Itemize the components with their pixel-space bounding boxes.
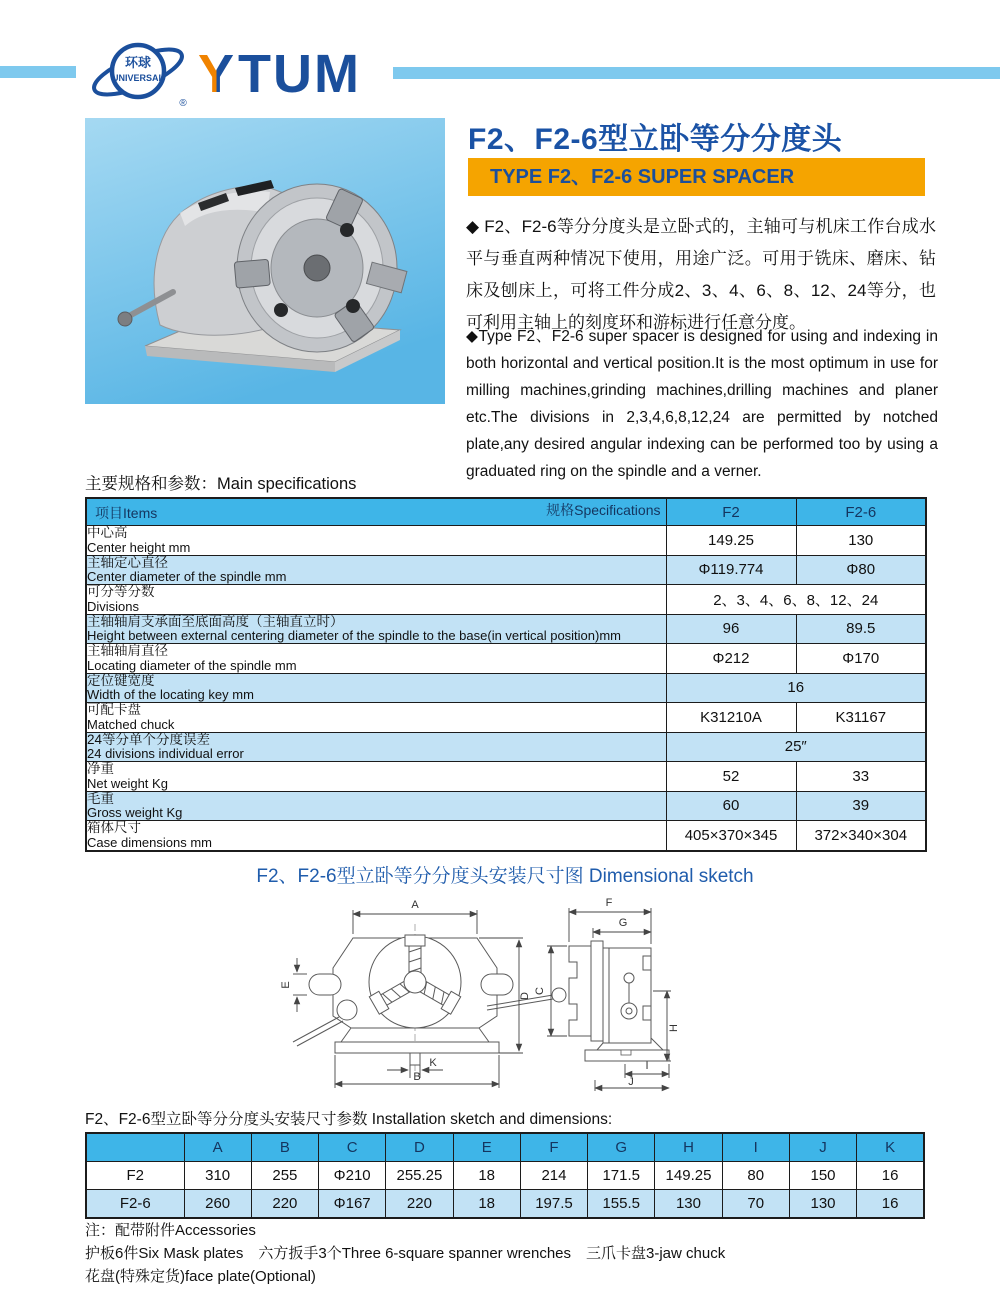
spec-value: 405×370×345 [666, 821, 796, 851]
installation-col-header: B [251, 1133, 318, 1162]
spec-row [86, 673, 926, 703]
spec-value: 130 [796, 526, 926, 556]
spec-value: K31167 [796, 703, 926, 733]
spec-items-label: 项目Items [95, 505, 158, 521]
installation-value: 130 [789, 1190, 856, 1218]
universal-globe-logo [84, 34, 196, 110]
installation-value: 70 [722, 1190, 789, 1218]
dim-label-i: I [645, 1060, 649, 1072]
spec-row-label: 箱体尺寸 Case dimensions mm [86, 821, 666, 851]
spec-row [86, 644, 926, 674]
spec-value: 149.25 [666, 526, 796, 556]
dim-label-d: D [519, 992, 531, 1000]
installation-value: 197.5 [520, 1190, 587, 1218]
spec-value: 372×340×304 [796, 821, 926, 851]
installation-col-header: E [453, 1133, 520, 1162]
registered-mark: ® [179, 98, 187, 109]
installation-model: F2-6 [86, 1190, 184, 1218]
spec-row [86, 821, 926, 851]
dim-label-f: F [605, 897, 613, 909]
side-view-drawing [569, 941, 669, 1061]
spec-value: Φ212 [666, 644, 796, 674]
installation-value: Φ167 [319, 1190, 386, 1218]
installation-col-header: J [789, 1133, 856, 1162]
spec-value: 39 [796, 791, 926, 821]
header-rule-left [0, 66, 76, 78]
installation-col-header: C [319, 1133, 386, 1162]
installation-value: 214 [520, 1162, 587, 1190]
spec-value: 52 [666, 762, 796, 792]
spec-value: Φ80 [796, 555, 926, 585]
installation-col-header: I [722, 1133, 789, 1162]
installation-value: 260 [184, 1190, 251, 1218]
installation-value: 220 [386, 1190, 453, 1218]
wordmark-y: Y [198, 44, 235, 100]
spec-row-label: 定位键宽度 Width of the locating key mm [86, 673, 666, 703]
spec-row-label: 24等分单个分度误差 24 divisions individual error [86, 732, 666, 762]
installation-col-header: G [588, 1133, 655, 1162]
page-title: F2、F2-6型立卧等分分度头 [468, 123, 843, 156]
spec-section-heading: 主要规格和参数：Main specifications [85, 475, 357, 493]
spec-row [86, 762, 926, 792]
header-rule-right [393, 67, 1000, 79]
spec-row [86, 791, 926, 821]
spec-value-merged: 2、3、4、6、8、12、24 [666, 585, 926, 615]
dim-label-c: C [534, 987, 546, 995]
installation-value: Φ210 [319, 1162, 386, 1190]
installation-value: 310 [184, 1162, 251, 1190]
globe-circle-icon [112, 45, 164, 97]
installation-value: 130 [655, 1190, 722, 1218]
installation-col-header: D [386, 1133, 453, 1162]
product-photo [85, 118, 445, 404]
installation-value: 16 [857, 1190, 924, 1218]
spec-row-label: 中心高 Center height mm [86, 526, 666, 556]
installation-value: 16 [857, 1162, 924, 1190]
dim-label-e: E [280, 981, 292, 989]
installation-model: F2 [86, 1162, 184, 1190]
spec-row-label: 主轴轴肩支承面至底面高度（主轴直立时） Height between external centering diameter of the spindle to the base(in vertical position)mm [86, 614, 666, 644]
dim-label-j: J [628, 1076, 634, 1088]
installation-heading: F2、F2-6型立卧等分分度头安装尺寸参数 Installation sketch and dimensions: [85, 1111, 613, 1128]
spec-value: K31210A [666, 703, 796, 733]
spec-row-label: 可配卡盘 Matched chuck [86, 703, 666, 733]
note-included-items: 护板6件Six Mask plates 六方扳手3个Three 6-square spanner wrenches 三爪卡盘3-jaw chuck [85, 1245, 726, 1262]
installation-row [86, 1162, 924, 1190]
installation-value: 220 [251, 1190, 318, 1218]
installation-col-header: K [857, 1133, 924, 1162]
spec-value: 96 [666, 614, 796, 644]
spec-row-label: 主轴定心直径 Center diameter of the spindle mm [86, 555, 666, 585]
installation-col-header: A [184, 1133, 251, 1162]
dim-label-a: A [411, 899, 419, 911]
spec-value: 33 [796, 762, 926, 792]
installation-row [86, 1190, 924, 1218]
spec-row [86, 526, 926, 556]
type-banner: TYPE F2、F2-6 SUPER SPACER [468, 158, 925, 196]
spec-col-header-f2: F2 [666, 498, 796, 526]
spec-row-label: 可分等分数 Divisions [86, 585, 666, 615]
installation-value: 171.5 [588, 1162, 655, 1190]
spec-row-label: 主轴轴肩直径 Locating diameter of the spindle mm [86, 644, 666, 674]
spec-corner-cell [86, 498, 666, 526]
intro-paragraph-en: ◆Type F2、F2-6 super spacer is designed for using and indexing in both horizontal and vertical position.It is the most optimum in use for milling machines,grinding machines,drilling machines and planer etc.The divisions in 2,3,4,6,8,12,24 are permitted by notched plate,any desired angular indexing can be performed too by using a graduated ring on the spindle and a verner. [466, 328, 938, 480]
spec-row [86, 555, 926, 585]
spec-value: 60 [666, 791, 796, 821]
dim-label-k: K [429, 1057, 437, 1069]
spec-header-row [86, 498, 926, 526]
installation-value: 150 [789, 1162, 856, 1190]
note-optional: 花盘(特殊定货)face plate(Optional) [85, 1268, 316, 1285]
dim-label-h: H [668, 1024, 680, 1032]
installation-value: 149.25 [655, 1162, 722, 1190]
spec-value: 89.5 [796, 614, 926, 644]
installation-value: 155.5 [588, 1190, 655, 1218]
dimensional-sketch [85, 888, 925, 1102]
installation-col-header: H [655, 1133, 722, 1162]
spec-row [86, 614, 926, 644]
spec-row [86, 703, 926, 733]
installation-value: 80 [722, 1162, 789, 1190]
notes-block [85, 1220, 925, 1289]
logo-text-en: UNIVERSAL [111, 73, 165, 83]
installation-value: 18 [453, 1190, 520, 1218]
intro-paragraph-zh: ◆ F2、F2-6等分分度头是立卧式的，主轴可与机床工作台成水平与垂直两种情况下使用，用途广泛。可用于铣床、磨床、钻床及刨床上，可将工件分成2、3、4、6、8、12、24等分，也可利用主轴上的刻度环和游标进行任意分度。 [466, 217, 936, 332]
spec-value-merged: 16 [666, 673, 926, 703]
spec-table [85, 497, 927, 852]
spec-value: Φ119.774 [666, 555, 796, 585]
dim-label-b: B [413, 1071, 421, 1083]
spec-row-label: 净重 Net weight Kg [86, 762, 666, 792]
installation-value: 255 [251, 1162, 318, 1190]
spec-row-label: 毛重 Gross weight Kg [86, 791, 666, 821]
spec-row [86, 732, 926, 762]
dim-label-g: G [618, 917, 628, 929]
sketch-title: F2、F2-6型立卧等分分度头安装尺寸图 Dimensional sketch [256, 866, 754, 887]
spec-row [86, 585, 926, 615]
installation-value: 18 [453, 1162, 520, 1190]
installation-header-row [86, 1133, 924, 1162]
installation-corner-cell [86, 1133, 184, 1162]
logo-text-zh: 环球 [124, 55, 152, 70]
spec-specs-label: 规格Specifications [546, 502, 661, 518]
installation-value: 255.25 [386, 1162, 453, 1190]
ytum-wordmark [198, 42, 408, 100]
wordmark-tum: TUM [238, 44, 361, 100]
note-accessories: 注：配带附件Accessories [85, 1222, 256, 1239]
spec-value: Φ170 [796, 644, 926, 674]
spec-value-merged: 25″ [666, 732, 926, 762]
installation-table [85, 1132, 925, 1219]
installation-col-header: F [520, 1133, 587, 1162]
spec-col-header-f2-6: F2-6 [796, 498, 926, 526]
